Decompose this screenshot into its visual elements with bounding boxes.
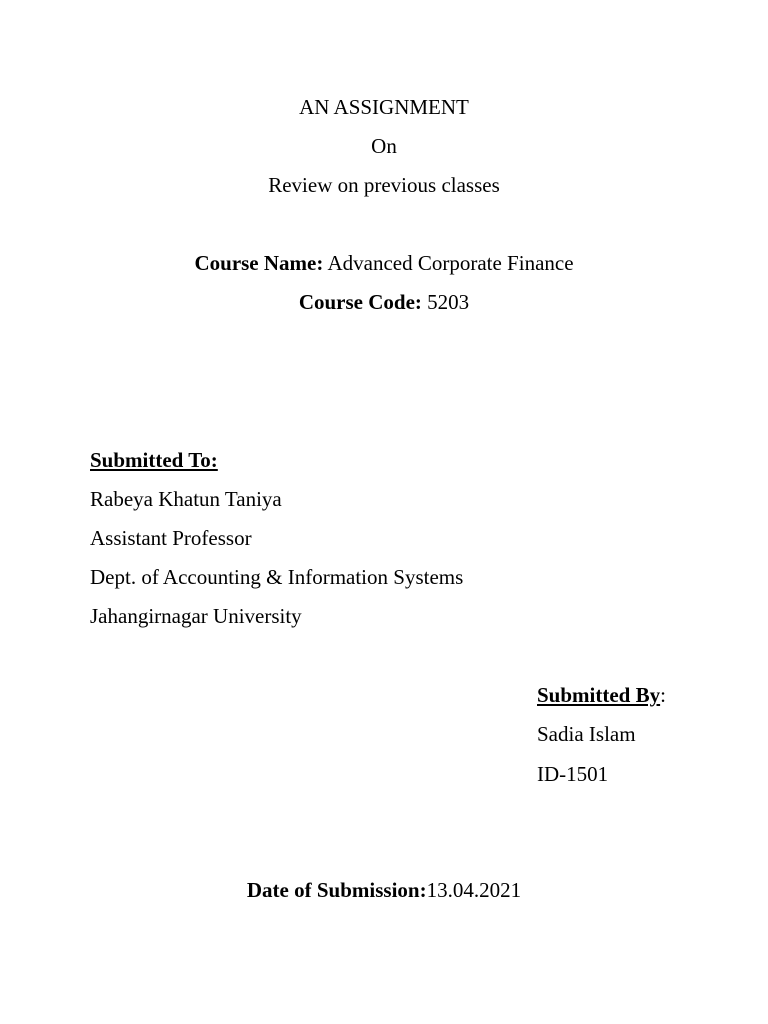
course-name-value: Advanced Corporate Finance [327, 251, 574, 275]
submitted-by-id: ID-1501 [537, 762, 609, 786]
submission-date-value: 13.04.2021 [426, 878, 522, 902]
course-code-line [0, 292, 768, 313]
submitted-to-department: Dept. of Accounting & Information Systems [90, 565, 464, 589]
submitted-to-designation: Assistant Professor [90, 526, 252, 550]
submitted-by-colon: : [660, 683, 666, 707]
submitted-to-heading: Submitted To: [90, 448, 218, 472]
course-name-label: Course Name: [194, 251, 324, 275]
course-code-value: 5203 [427, 290, 470, 314]
submitted-by-name: Sadia Islam [537, 722, 636, 746]
submitted-to-name: Rabeya Khatun Taniya [90, 487, 282, 511]
title-topic: Review on previous classes [268, 173, 500, 197]
title-line-topic [0, 175, 768, 196]
submitted-by-heading: Submitted By [537, 683, 661, 707]
submission-date-label: Date of Submission: [246, 878, 427, 902]
title-assignment: AN ASSIGNMENT [299, 95, 469, 119]
course-code-label: Course Code: [298, 290, 422, 314]
title-on: On [371, 134, 397, 158]
title-line-on [0, 136, 768, 157]
submission-date-line [0, 880, 768, 901]
submitted-by-heading-line [537, 685, 666, 706]
course-name-line [0, 253, 768, 274]
submitted-to-university: Jahangirnagar University [90, 604, 302, 628]
title-line-assignment [0, 97, 768, 118]
